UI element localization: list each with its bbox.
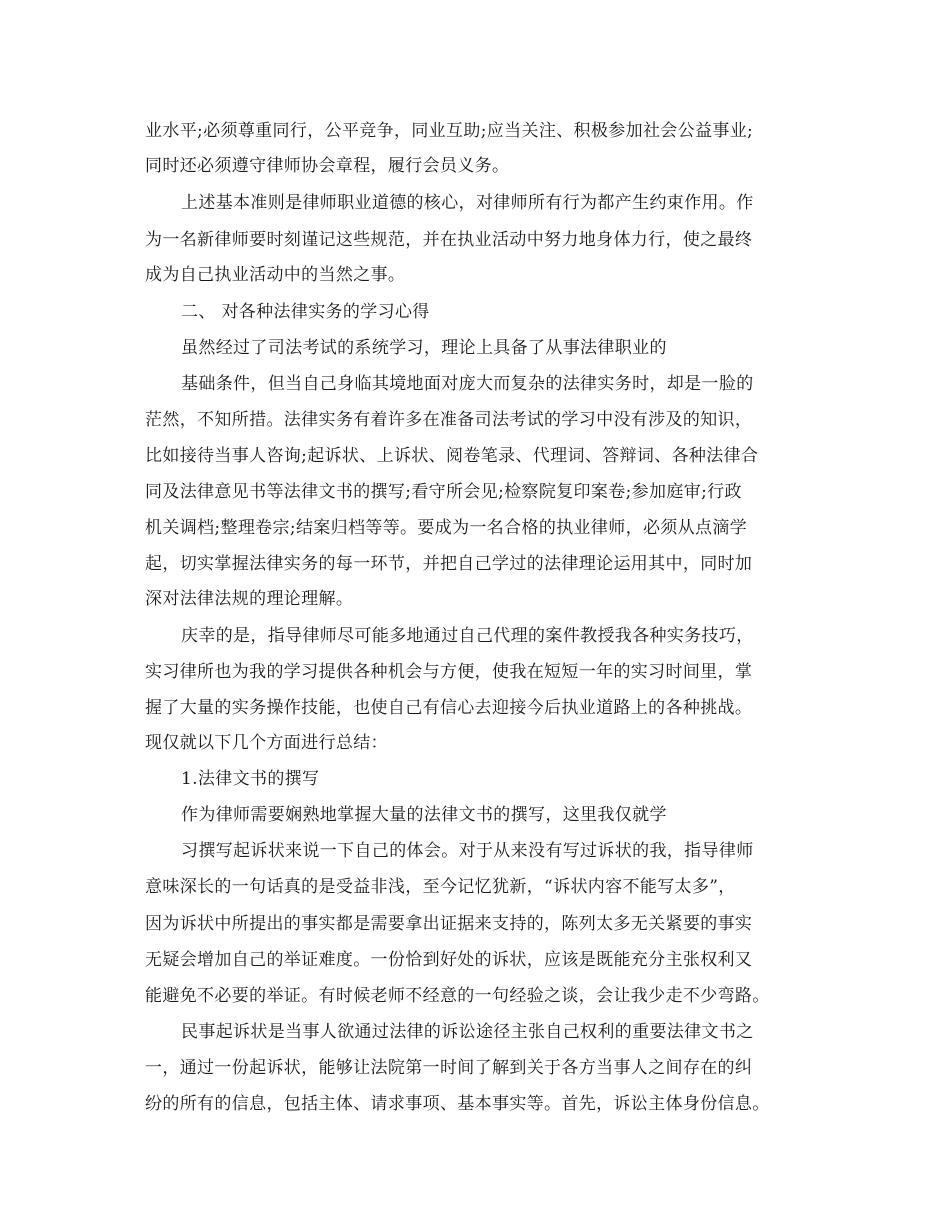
text-line: 为一名新律师要时刻谨记这些规范，并在执业活动中努力地身体力行，使之最终 [145,230,753,250]
text-line: 现仅就以下几个方面进行总结： [145,733,388,753]
text-line: 意味深长的一句话真的是受益非浅，至今记忆犹新，“诉状内容不能写太多”， [145,877,736,897]
text-line: 起，切实掌握法律实务的每一环节，并把自己学过的法律理论运用其中，同时加 [145,554,753,574]
paragraph-start-line: 庆幸的是，指导律师尽可能多地通过自己代理的案件教授我各种实务技巧， [181,626,754,646]
text-line: 一，通过一份起诉状，能够让法院第一时间了解到关于各方当事人之间存在的纠 [145,1058,753,1078]
text-line: 握了大量的实务操作技能，也使自己有信心去迎接今后执业道路上的各种挑战。 [145,698,753,718]
text-line: 同时还必须遵守律师协会章程，履行会员义务。 [145,156,510,176]
paragraph-start-line: 基础条件，但当自己身临其境地面对庞大而复杂的法律实务时，却是一脸的 [181,374,754,394]
paragraph-start-line: 民事起诉状是当事人欲通过法律的诉讼途径主张自己权利的重要法律文书之 [181,1022,754,1042]
paragraph-start-line: 上述基本准则是律师职业道德的核心，对律师所有行为都产生约束作用。作 [181,193,754,213]
paragraph-start-line: 作为律师需要娴熟地掌握大量的法律文书的撰写，这里我仅就学 [181,805,667,825]
text-line: 无疑会增加自己的举证难度。一份恰到好处的诉状，应该是既能充分主张权利又 [145,950,753,970]
text-line: 茫然，不知所措。法律实务有着许多在准备司法考试的学习中没有涉及的知识， [145,410,753,430]
subsection-heading: 1.法律文书的撰写 [181,769,320,789]
paragraph-start-line: 习撰写起诉状来说一下自己的体会。对于从来没有写过诉状的我，指导律师 [181,841,754,861]
section-heading: 二、 对各种法律实务的学习心得 [181,302,430,322]
text-line: 机关调档;整理卷宗;结案归档等等。要成为一名合格的执业律师，必须从点滴学 [145,518,748,538]
paragraph-start-line: 虽然经过了司法考试的系统学习，理论上具备了从事法律职业的 [181,338,667,358]
text-line: 实习律所也为我的学习提供各种机会与方便，使我在短短一年的实习时间里，掌 [145,662,753,682]
text-line: 业水平;必须尊重同行，公平竞争，同业互助;应当关注、积极参加社会公益事业; [145,121,754,141]
text-line: 同及法律意见书等法律文书的撰写;看守所会见;检察院复印案卷;参加庭审;行政 [145,482,742,502]
text-line: 纷的所有的信息，包括主体、请求事项、基本事实等。首先，诉讼主体身份信息。 [145,1094,770,1114]
text-line: 成为自己执业活动中的当然之事。 [145,265,406,285]
text-line: 深对法律法规的理论理解。 [145,589,354,609]
text-line: 因为诉状中所提出的事实都是需要拿出证据来支持的，陈列太多无关紧要的事实 [145,914,753,934]
text-line: 比如接待当事人咨询;起诉状、上诉状、阅卷笔录、代理词、答辩词、各种法律合 [145,446,759,466]
text-line: 能避免不必要的举证。有时候老师不经意的一句经验之谈，会让我少走不少弯路。 [145,986,770,1006]
